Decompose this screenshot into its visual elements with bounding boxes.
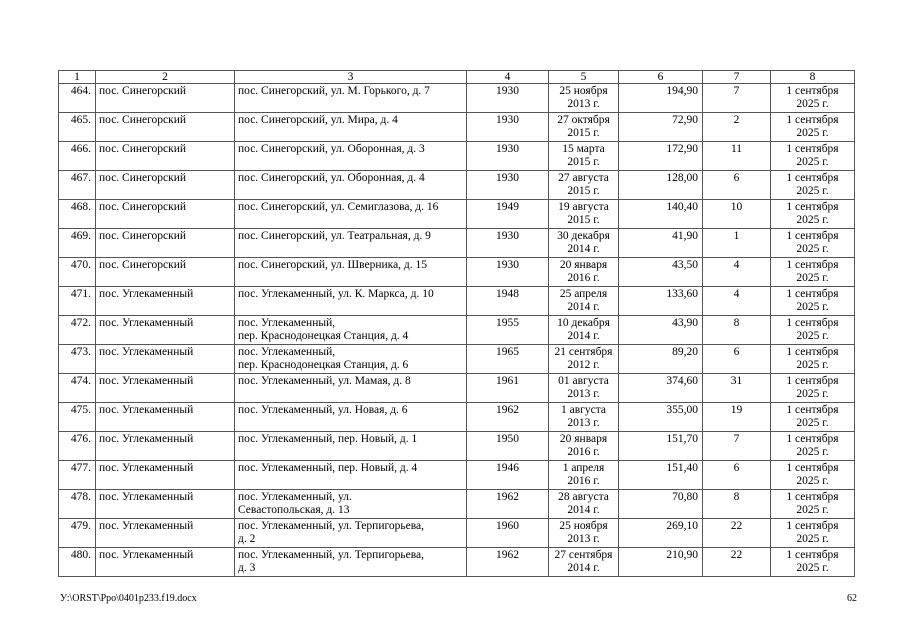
row-number-cell: 468.: [59, 200, 96, 229]
settlement-cell: пос. Углекаменный: [96, 432, 235, 461]
date-cell-line: 01 августа: [558, 375, 609, 387]
area-cell: 133,60: [619, 287, 703, 316]
address-cell-line: пос. Углекаменный, ул. Новая, д. 6: [238, 404, 408, 416]
settlement-cell: пос. Углекаменный: [96, 374, 235, 403]
address-cell-line: пос. Синегорский, ул. М. Горького, д. 7: [238, 85, 430, 97]
area-cell: 43,50: [619, 258, 703, 287]
table-row: [59, 374, 855, 403]
address-cell-line: пос. Синегорский, ул. Семиглазова, д. 16: [238, 201, 439, 213]
address-cell-line: пос. Углекаменный, ул.: [238, 491, 352, 503]
date-cell-line: 2013 г.: [567, 416, 600, 429]
deadline-cell-line: 2025 г.: [796, 503, 829, 516]
count-cell: 8: [703, 316, 771, 345]
address-cell: [235, 171, 467, 200]
area-cell: 151,70: [619, 432, 703, 461]
area-cell: 128,00: [619, 171, 703, 200]
date-cell: [549, 200, 619, 229]
address-cell: [235, 287, 467, 316]
year-cell: 1955: [467, 316, 549, 345]
date-cell-line: 2013 г.: [567, 97, 600, 110]
row-number-cell: 476.: [59, 432, 96, 461]
count-cell: 7: [703, 432, 771, 461]
deadline-cell-line: 2025 г.: [796, 532, 829, 545]
address-cell-line: пос. Углекаменный, пер. Новый, д. 4: [238, 462, 418, 474]
area-cell: 355,00: [619, 403, 703, 432]
deadline-cell: [771, 113, 855, 142]
column-header: 6: [619, 71, 703, 84]
date-cell-line: 2014 г.: [567, 329, 600, 342]
row-number-cell: 479.: [59, 519, 96, 548]
date-cell-line: 27 октября: [557, 114, 610, 126]
address-cell-line: пос. Синегорский, ул. Оборонная, д. 4: [238, 172, 425, 184]
deadline-cell: [771, 548, 855, 577]
date-cell-line: 15 марта: [562, 143, 605, 155]
date-cell: [549, 374, 619, 403]
address-cell: [235, 548, 467, 577]
settlement-cell: пос. Углекаменный: [96, 287, 235, 316]
row-number-cell: 469.: [59, 229, 96, 258]
count-cell: 4: [703, 287, 771, 316]
row-number-cell: 466.: [59, 142, 96, 171]
address-cell-line: пер. Краснодонецкая Станция, д. 6: [238, 358, 409, 371]
footer-page-number: 62: [847, 593, 857, 604]
address-cell: [235, 345, 467, 374]
date-cell: [549, 519, 619, 548]
year-cell: 1930: [467, 84, 549, 113]
date-cell-line: 10 декабря: [557, 317, 610, 329]
year-cell: 1930: [467, 142, 549, 171]
year-cell: 1930: [467, 171, 549, 200]
address-cell: [235, 258, 467, 287]
address-cell-line: пос. Углекаменный, ул. К. Маркса, д. 10: [238, 288, 434, 300]
deadline-cell: [771, 345, 855, 374]
count-cell: 6: [703, 171, 771, 200]
address-cell: [235, 316, 467, 345]
date-cell: [549, 287, 619, 316]
settlement-cell: пос. Синегорский: [96, 200, 235, 229]
year-cell: 1949: [467, 200, 549, 229]
deadline-cell-line: 1 сентября: [786, 346, 839, 358]
deadline-cell-line: 2025 г.: [796, 213, 829, 226]
deadline-cell-line: 2025 г.: [796, 474, 829, 487]
table-row: [59, 142, 855, 171]
row-number-cell: 477.: [59, 461, 96, 490]
column-header: 5: [549, 71, 619, 84]
deadline-cell: [771, 84, 855, 113]
date-cell: [549, 345, 619, 374]
deadline-cell: [771, 374, 855, 403]
row-number-cell: 473.: [59, 345, 96, 374]
deadline-cell-line: 2025 г.: [796, 184, 829, 197]
settlement-cell: пос. Углекаменный: [96, 316, 235, 345]
date-cell-line: 2014 г.: [567, 300, 600, 313]
deadline-cell-line: 1 сентября: [786, 520, 839, 532]
address-cell-line: пос. Синегорский, ул. Оборонная, д. 3: [238, 143, 425, 155]
area-cell: 172,90: [619, 142, 703, 171]
settlement-cell: пос. Синегорский: [96, 84, 235, 113]
deadline-cell-line: 2025 г.: [796, 387, 829, 400]
date-cell-line: 2015 г.: [567, 126, 600, 139]
deadline-cell-line: 2025 г.: [796, 155, 829, 168]
area-cell: 89,20: [619, 345, 703, 374]
date-cell-line: 2014 г.: [567, 242, 600, 255]
table-row: [59, 432, 855, 461]
row-number-cell: 467.: [59, 171, 96, 200]
settlement-cell: пос. Углекаменный: [96, 519, 235, 548]
address-cell-line: пос. Углекаменный,: [238, 346, 336, 358]
table-row: [59, 113, 855, 142]
area-cell: 151,40: [619, 461, 703, 490]
address-cell-line: пос. Синегорский, ул. Театральная, д. 9: [238, 230, 431, 242]
table-row: [59, 200, 855, 229]
row-number-cell: 480.: [59, 548, 96, 577]
date-cell-line: 30 декабря: [557, 230, 610, 242]
settlement-cell: пос. Углекаменный: [96, 490, 235, 519]
deadline-cell-line: 1 сентября: [786, 114, 839, 126]
area-cell: 374,60: [619, 374, 703, 403]
count-cell: 8: [703, 490, 771, 519]
column-header: 1: [59, 71, 96, 84]
row-number-cell: 465.: [59, 113, 96, 142]
date-cell: [549, 461, 619, 490]
table-row: [59, 461, 855, 490]
column-header: 8: [771, 71, 855, 84]
date-cell: [549, 316, 619, 345]
deadline-cell: [771, 403, 855, 432]
address-cell: [235, 490, 467, 519]
year-cell: 1962: [467, 403, 549, 432]
settlement-cell: пос. Углекаменный: [96, 461, 235, 490]
deadline-cell-line: 1 сентября: [786, 404, 839, 416]
deadline-cell-line: 1 сентября: [786, 143, 839, 155]
year-cell: 1930: [467, 113, 549, 142]
date-cell: [549, 142, 619, 171]
table-row: [59, 548, 855, 577]
row-number-cell: 464.: [59, 84, 96, 113]
date-cell-line: 2015 г.: [567, 155, 600, 168]
date-cell-line: 20 января: [559, 433, 608, 445]
count-cell: 7: [703, 84, 771, 113]
area-cell: 70,80: [619, 490, 703, 519]
row-number-cell: 474.: [59, 374, 96, 403]
date-cell: [549, 171, 619, 200]
count-cell: 10: [703, 200, 771, 229]
deadline-cell-line: 1 сентября: [786, 85, 839, 97]
address-cell: [235, 432, 467, 461]
date-cell-line: 25 ноября: [559, 520, 608, 532]
deadline-cell-line: 1 сентября: [786, 317, 839, 329]
address-cell: [235, 84, 467, 113]
deadline-cell: [771, 229, 855, 258]
deadline-cell-line: 2025 г.: [796, 416, 829, 429]
deadline-cell-line: 1 сентября: [786, 230, 839, 242]
count-cell: 6: [703, 345, 771, 374]
document-table: [58, 70, 855, 577]
settlement-cell: пос. Синегорский: [96, 229, 235, 258]
address-cell: [235, 403, 467, 432]
date-cell-line: 2013 г.: [567, 387, 600, 400]
row-number-cell: 470.: [59, 258, 96, 287]
area-cell: 140,40: [619, 200, 703, 229]
settlement-cell: пос. Углекаменный: [96, 548, 235, 577]
date-cell: [549, 113, 619, 142]
deadline-cell-line: 1 сентября: [786, 462, 839, 474]
table-row: [59, 287, 855, 316]
date-cell-line: 2016 г.: [567, 445, 600, 458]
deadline-cell-line: 1 сентября: [786, 259, 839, 271]
address-cell-line: пос. Синегорский, ул. Шверника, д. 15: [238, 259, 428, 271]
row-number-cell: 475.: [59, 403, 96, 432]
address-cell-line: пер. Краснодонецкая Станция, д. 4: [238, 329, 409, 342]
table-body: [59, 84, 855, 577]
table-row: [59, 84, 855, 113]
address-cell-line: д. 2: [238, 532, 256, 545]
deadline-cell-line: 2025 г.: [796, 242, 829, 255]
table-row: [59, 519, 855, 548]
count-cell: 19: [703, 403, 771, 432]
year-cell: 1962: [467, 548, 549, 577]
settlement-cell: пос. Углекаменный: [96, 345, 235, 374]
year-cell: 1965: [467, 345, 549, 374]
address-cell-line: пос. Углекаменный, пер. Новый, д. 1: [238, 433, 418, 445]
table-row: [59, 258, 855, 287]
date-cell-line: 2014 г.: [567, 561, 600, 574]
deadline-cell-line: 2025 г.: [796, 97, 829, 110]
deadline-cell: [771, 432, 855, 461]
count-cell: 1: [703, 229, 771, 258]
table-row: [59, 345, 855, 374]
deadline-cell-line: 2025 г.: [796, 445, 829, 458]
footer-file-path: У:\ORST\Ppo\0401p233.f19.docx: [60, 593, 197, 604]
date-cell-line: 27 сентября: [554, 549, 613, 561]
deadline-cell-line: 2025 г.: [796, 329, 829, 342]
address-cell: [235, 113, 467, 142]
year-cell: 1961: [467, 374, 549, 403]
deadline-cell: [771, 258, 855, 287]
deadline-cell-line: 2025 г.: [796, 300, 829, 313]
date-cell-line: 1 апреля: [562, 462, 605, 474]
deadline-cell-line: 2025 г.: [796, 358, 829, 371]
row-number-cell: 478.: [59, 490, 96, 519]
deadline-cell-line: 1 сентября: [786, 375, 839, 387]
year-cell: 1930: [467, 229, 549, 258]
count-cell: 6: [703, 461, 771, 490]
column-header: 4: [467, 71, 549, 84]
address-cell-line: Севастопольская, д. 13: [238, 503, 350, 516]
count-cell: 22: [703, 519, 771, 548]
settlement-cell: пос. Синегорский: [96, 171, 235, 200]
table-row: [59, 229, 855, 258]
count-cell: 2: [703, 113, 771, 142]
date-cell-line: 2013 г.: [567, 532, 600, 545]
date-cell-line: 19 августа: [558, 201, 609, 213]
date-cell: [549, 258, 619, 287]
address-cell: [235, 229, 467, 258]
date-cell-line: 20 января: [559, 259, 608, 271]
deadline-cell-line: 2025 г.: [796, 126, 829, 139]
year-cell: 1930: [467, 258, 549, 287]
area-cell: 72,90: [619, 113, 703, 142]
deadline-cell: [771, 490, 855, 519]
deadline-cell: [771, 461, 855, 490]
date-cell: [549, 432, 619, 461]
address-cell: [235, 519, 467, 548]
area-cell: 41,90: [619, 229, 703, 258]
address-cell: [235, 142, 467, 171]
column-header: 3: [235, 71, 467, 84]
date-cell-line: 2016 г.: [567, 474, 600, 487]
year-cell: 1948: [467, 287, 549, 316]
deadline-cell-line: 1 сентября: [786, 172, 839, 184]
deadline-cell: [771, 316, 855, 345]
year-cell: 1950: [467, 432, 549, 461]
date-cell-line: 21 сентября: [554, 346, 613, 358]
deadline-cell-line: 2025 г.: [796, 561, 829, 574]
address-cell-line: пос. Углекаменный,: [238, 317, 336, 329]
area-cell: 269,10: [619, 519, 703, 548]
date-cell-line: 25 апреля: [559, 288, 608, 300]
area-cell: 210,90: [619, 548, 703, 577]
table-row: [59, 171, 855, 200]
settlement-cell: пос. Синегорский: [96, 113, 235, 142]
date-cell-line: 2014 г.: [567, 503, 600, 516]
table-row: [59, 316, 855, 345]
date-cell: [549, 229, 619, 258]
count-cell: 31: [703, 374, 771, 403]
address-cell-line: пос. Углекаменный, ул. Терпигорьева,: [238, 520, 425, 532]
count-cell: 22: [703, 548, 771, 577]
date-cell-line: 2016 г.: [567, 271, 600, 284]
address-cell: [235, 200, 467, 229]
area-cell: 43,90: [619, 316, 703, 345]
deadline-cell-line: 1 сентября: [786, 201, 839, 213]
date-cell-line: 1 августа: [560, 404, 606, 416]
date-cell: [549, 403, 619, 432]
deadline-cell: [771, 142, 855, 171]
date-cell-line: 2015 г.: [567, 184, 600, 197]
address-cell: [235, 461, 467, 490]
address-cell-line: д. 3: [238, 561, 256, 574]
count-cell: 4: [703, 258, 771, 287]
table-header-row: [59, 71, 855, 84]
year-cell: 1946: [467, 461, 549, 490]
deadline-cell-line: 1 сентября: [786, 288, 839, 300]
address-cell-line: пос. Углекаменный, ул. Мамая, д. 8: [238, 375, 411, 387]
address-cell: [235, 374, 467, 403]
deadline-cell-line: 1 сентября: [786, 491, 839, 503]
date-cell: [549, 490, 619, 519]
deadline-cell: [771, 171, 855, 200]
column-header: 2: [96, 71, 235, 84]
area-cell: 194,90: [619, 84, 703, 113]
date-cell: [549, 548, 619, 577]
date-cell-line: 28 августа: [558, 491, 609, 503]
row-number-cell: 472.: [59, 316, 96, 345]
date-cell-line: 2012 г.: [567, 358, 600, 371]
row-number-cell: 471.: [59, 287, 96, 316]
deadline-cell-line: 2025 г.: [796, 271, 829, 284]
deadline-cell-line: 1 сентября: [786, 549, 839, 561]
address-cell-line: пос. Углекаменный, ул. Терпигорьева,: [238, 549, 425, 561]
date-cell-line: 27 августа: [558, 172, 609, 184]
column-header: 7: [703, 71, 771, 84]
table-row: [59, 490, 855, 519]
address-cell-line: пос. Синегорский, ул. Мира, д. 4: [238, 114, 398, 126]
settlement-cell: пос. Углекаменный: [96, 403, 235, 432]
settlement-cell: пос. Синегорский: [96, 142, 235, 171]
date-cell-line: 2015 г.: [567, 213, 600, 226]
date-cell-line: 25 ноября: [559, 85, 608, 97]
deadline-cell: [771, 287, 855, 316]
deadline-cell: [771, 519, 855, 548]
year-cell: 1960: [467, 519, 549, 548]
year-cell: 1962: [467, 490, 549, 519]
deadline-cell: [771, 200, 855, 229]
settlement-cell: пос. Синегорский: [96, 258, 235, 287]
count-cell: 11: [703, 142, 771, 171]
date-cell: [549, 84, 619, 113]
deadline-cell-line: 1 сентября: [786, 433, 839, 445]
table-row: [59, 403, 855, 432]
